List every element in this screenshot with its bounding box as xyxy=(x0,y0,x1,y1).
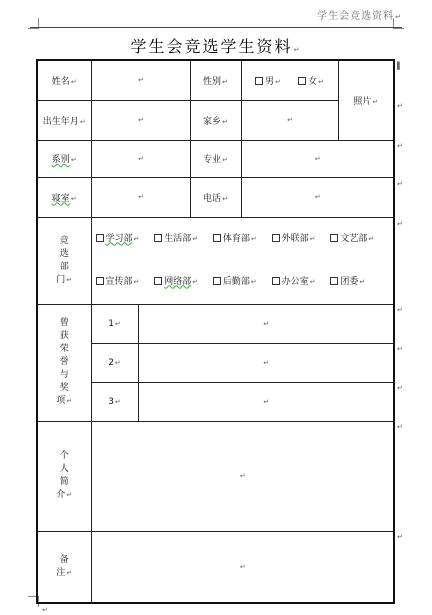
remarks-label-text: 备 注↵ xyxy=(56,554,73,578)
page-header-text: 学生会竞选资料 xyxy=(317,11,395,22)
birth-value-cell[interactable]: ↵ xyxy=(91,100,190,140)
name-value-cell[interactable]: ↵ xyxy=(91,60,190,100)
phone-label: 电话↵ xyxy=(190,177,241,217)
row-end-mark: ↵ xyxy=(397,384,403,392)
remarks-label xyxy=(37,531,91,603)
dept-option[interactable]: 宣传部↵ xyxy=(96,261,155,304)
dept-option[interactable]: 体育部↵ xyxy=(213,218,272,261)
row-end-mark: ↵ xyxy=(397,142,403,150)
dept-option[interactable]: 外联部↵ xyxy=(272,218,331,261)
dept-option[interactable]: 学习部↵ xyxy=(96,218,155,261)
major-label: 专业↵ xyxy=(190,140,241,177)
award-row xyxy=(37,343,394,382)
awards-label xyxy=(37,304,91,421)
row-campaign xyxy=(37,217,394,304)
row-end-mark: ↵ xyxy=(397,423,403,431)
dept-option[interactable]: 生活部↵ xyxy=(154,218,213,261)
application-form xyxy=(36,59,395,604)
checkbox-icon xyxy=(330,277,338,285)
award-value-cell[interactable]: ↵ xyxy=(138,343,394,382)
campaign-options xyxy=(91,217,394,304)
row-department xyxy=(37,140,394,177)
dept-option[interactable]: 文艺部↵ xyxy=(330,218,389,261)
row-end-mark: ▌ xyxy=(397,62,403,70)
intro-label-text: 个 人 简 介↵ xyxy=(56,451,73,500)
gender-female-option[interactable]: 女↵ xyxy=(298,77,324,87)
row-end-mark: ↵ xyxy=(397,180,403,188)
award-value-cell[interactable]: ↵ xyxy=(138,382,394,421)
row-end-mark: ↵ xyxy=(397,533,403,541)
award-value-cell[interactable]: ↵ xyxy=(138,304,394,343)
page-title-text: 学生会竞选学生资料 xyxy=(130,37,293,56)
name-label: 姓名↵ xyxy=(37,60,91,100)
checkbox-icon xyxy=(255,77,263,85)
photo-cell: 照片↵ xyxy=(338,60,394,140)
checkbox-icon xyxy=(154,234,162,242)
hometown-label: 家乡↵ xyxy=(190,100,241,140)
gender-options xyxy=(241,60,338,100)
row-name xyxy=(37,60,394,100)
row-dorm xyxy=(37,177,394,217)
award-row xyxy=(37,304,394,343)
row-intro xyxy=(37,421,394,531)
checkbox-icon xyxy=(330,234,338,242)
page-title: 学生会竞选学生资料↵ xyxy=(130,37,302,56)
checkbox-icon xyxy=(96,277,104,285)
row-end-mark: ↵ xyxy=(397,306,403,314)
intro-value-cell[interactable]: ↵ xyxy=(91,421,394,531)
dept-option[interactable]: 团委↵ xyxy=(330,261,389,304)
checkbox-icon xyxy=(272,277,280,285)
checkbox-icon xyxy=(213,277,221,285)
dept-option[interactable]: 网络部↵ xyxy=(154,261,213,304)
department-label: 系别↵ xyxy=(37,140,91,177)
award-number: 1↵ xyxy=(91,304,138,343)
intro-label xyxy=(37,421,91,531)
header-rule xyxy=(30,27,402,28)
dept-option[interactable]: 后勤部↵ xyxy=(213,261,272,304)
row-remarks xyxy=(37,531,394,603)
remarks-value-cell[interactable]: ↵ xyxy=(91,531,394,603)
awards-label-text: 曾 获 荣 誉 与 奖 项↵ xyxy=(56,318,73,406)
gender-male-option[interactable]: 男↵ xyxy=(255,77,281,87)
paragraph-mark: ↵ xyxy=(42,606,48,614)
checkbox-icon xyxy=(213,234,221,242)
dorm-label: 寝室↵ xyxy=(37,177,91,217)
checkbox-icon xyxy=(96,234,104,242)
major-value-cell[interactable]: ↵ xyxy=(241,140,394,177)
checkbox-icon xyxy=(298,77,306,85)
campaign-label-text: 竞 选 部 门↵ xyxy=(56,235,73,285)
dorm-value-cell[interactable]: ↵ xyxy=(91,177,190,217)
birth-label: 出生年月↵ xyxy=(37,100,91,140)
row-end-mark: ↵ xyxy=(397,220,403,228)
award-row xyxy=(37,382,394,421)
phone-value-cell[interactable]: ↵ xyxy=(241,177,394,217)
checkbox-icon xyxy=(154,277,162,285)
campaign-label xyxy=(37,217,91,304)
row-end-mark: ↵ xyxy=(397,345,403,353)
award-number: 2↵ xyxy=(91,343,138,382)
row-end-mark: ↵ xyxy=(397,102,403,110)
gender-label: 性别↵ xyxy=(190,60,241,100)
hometown-value-cell[interactable]: ↵ xyxy=(241,100,338,140)
award-number: 3↵ xyxy=(91,382,138,421)
page-header: 学生会竞选资料↵ xyxy=(317,11,402,22)
dept-option[interactable]: 办公室↵ xyxy=(272,261,331,304)
checkbox-icon xyxy=(272,234,280,242)
department-value-cell[interactable]: ↵ xyxy=(91,140,190,177)
